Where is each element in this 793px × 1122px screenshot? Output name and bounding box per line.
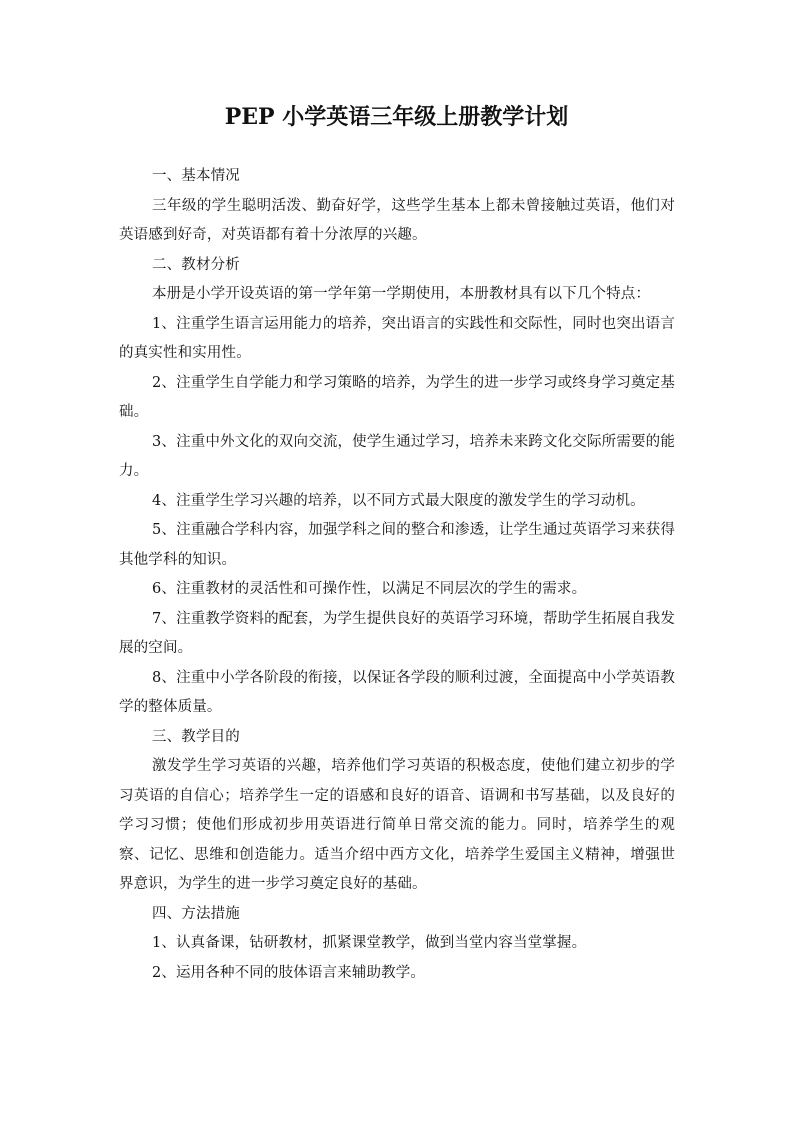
list-item-5: 5、注重融合学科内容，加强学科之间的整合和渗透，让学生通过英语学习来获得其他学科的知识。 — [119, 522, 675, 568]
paragraph-teaching-goals: 激发学生学习英语的兴趣，培养他们学习英语的积极态度，使他们建立初步的学习英语的自信心；培养学生一定的语感和良好的语音、语调和书写基础，以及良好的学习习惯；使他们形成初步用英语进行简单日常交流的能力。同时，培养学生的观察、记忆、思维和创造能力。适当介绍中西方文化，培养学生爱国主义精神，增强世界意识，为学生的进一步学习奠定良好的基础。 — [119, 758, 675, 892]
list-item-8: 8、注重中小学各阶段的衔接，以保证各学段的顺利过渡，全面提高中小学英语教学的整体质量。 — [119, 669, 675, 715]
list-item-2: 2、注重学生自学能力和学习策略的培养，为学生的进一步学习或终身学习奠定基础。 — [119, 374, 675, 420]
list-item-7: 7、注重教学资料的配套，为学生提供良好的英语学习环境，帮助学生拓展自我发展的空间。 — [119, 610, 675, 656]
section-heading-teaching-goals: 三、教学目的 — [152, 728, 240, 745]
method-item-2: 2、运用各种不同的肢体语言来辅助教学。 — [152, 964, 426, 981]
document-body — [119, 162, 675, 988]
document-title: PEP 小学英语三年级上册教学计划 — [224, 104, 569, 130]
section-heading-textbook-analysis: 二、教材分析 — [152, 256, 240, 273]
list-item-4: 4、注重学生学习兴趣的培养，以不同方式最大限度的激发学生的学习动机。 — [152, 492, 645, 509]
method-item-1: 1、认真备课，钻研教材，抓紧课堂教学，做到当堂内容当堂掌握。 — [152, 935, 587, 951]
list-item-6: 6、注重教材的灵活性和可操作性，以满足不同层次的学生的需求。 — [152, 581, 587, 597]
list-item-1: 1、注重学生语言运用能力的培养，突出语言的实践性和交际性，同时也突出语言的真实性和实用性。 — [119, 315, 675, 361]
list-item-3: 3、注重中外文化的双向交流，使学生通过学习，培养未来跨文化交际所需要的能力。 — [119, 433, 675, 479]
paragraph-textbook-intro: 本册是小学开设英语的第一学年第一学期使用，本册教材具有以下几个特点： — [152, 286, 651, 302]
paragraph-basic-situation: 三年级的学生聪明活泼、勤奋好学，这些学生基本上都未曾接触过英语，他们对英语感到好奇，对英语都有着十分浓厚的兴趣。 — [119, 197, 675, 243]
section-heading-basic-situation: 一、基本情况 — [152, 168, 240, 184]
section-heading-methods: 四、方法措施 — [152, 905, 240, 922]
